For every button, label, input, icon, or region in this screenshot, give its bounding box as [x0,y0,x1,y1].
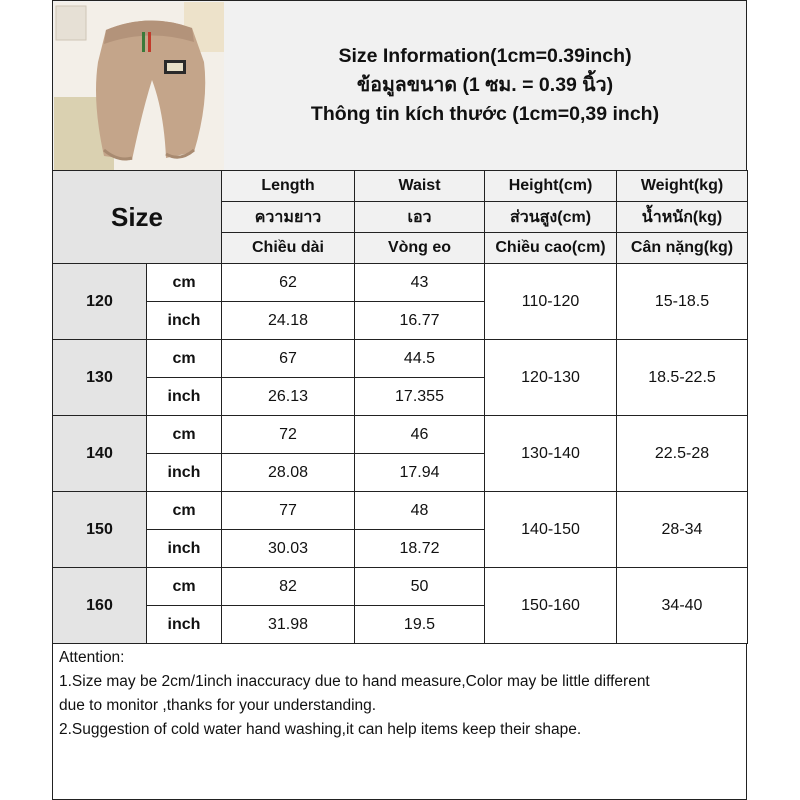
column-header: Height(cm) [485,171,617,202]
waist-cm: 50 [355,568,485,606]
attention-notes [52,644,747,800]
waist-cm: 44.5 [355,340,485,378]
unit-label: inch [147,530,222,568]
header-row-english [53,171,748,202]
size-header: Size [53,171,222,264]
height-range: 120-130 [485,340,617,416]
column-header: ส่วนสูง(cm) [485,202,617,233]
length-inch: 24.18 [222,302,355,340]
waist-inch: 19.5 [355,606,485,644]
table-row [53,568,748,606]
size-value: 140 [53,416,147,492]
height-range: 150-160 [485,568,617,644]
waist-cm: 43 [355,264,485,302]
title-vietnamese: Thông tin kích thước (1cm=0,39 inch) [310,103,660,125]
column-header: น้ำหนัก(kg) [617,202,748,233]
column-header: เอว [355,202,485,233]
column-header: ความยาว [222,202,355,233]
unit-label: cm [147,340,222,378]
note-line: due to monitor ,thanks for your understanding. [59,697,377,714]
size-chart-header [52,0,747,171]
unit-label: cm [147,264,222,302]
table-row [53,340,748,378]
unit-label: inch [147,302,222,340]
column-header: Chiều dài [222,233,355,264]
waist-inch: 17.355 [355,378,485,416]
pants-illustration [54,2,224,170]
height-range: 130-140 [485,416,617,492]
unit-label: inch [147,378,222,416]
size-table [52,170,748,644]
waist-inch: 16.77 [355,302,485,340]
weight-range: 28-34 [617,492,748,568]
length-cm: 72 [222,416,355,454]
note-line: 1.Size may be 2cm/1inch inaccuracy due to hand measure,Color may be little different [59,673,650,690]
weight-range: 22.5-28 [617,416,748,492]
size-value: 130 [53,340,147,416]
length-inch: 26.13 [222,378,355,416]
unit-label: cm [147,416,222,454]
unit-label: cm [147,568,222,606]
length-cm: 77 [222,492,355,530]
size-value: 150 [53,492,147,568]
height-range: 140-150 [485,492,617,568]
column-header: Chiều cao(cm) [485,233,617,264]
column-header: Waist [355,171,485,202]
table-row [53,264,748,302]
length-inch: 31.98 [222,606,355,644]
column-header: Cân nặng(kg) [617,233,748,264]
height-range: 110-120 [485,264,617,340]
table-row [53,492,748,530]
title-thai: ข้อมูลขนาด (1 ซม. = 0.39 นิ้ว) [356,74,614,96]
length-inch: 28.08 [222,454,355,492]
size-info-titles [224,1,746,170]
unit-label: inch [147,606,222,644]
unit-label: cm [147,492,222,530]
size-value: 120 [53,264,147,340]
column-header: Weight(kg) [617,171,748,202]
length-cm: 67 [222,340,355,378]
waist-inch: 18.72 [355,530,485,568]
table-row [53,416,748,454]
waist-cm: 48 [355,492,485,530]
length-cm: 62 [222,264,355,302]
weight-range: 18.5-22.5 [617,340,748,416]
weight-range: 34-40 [617,568,748,644]
notes-title: Attention: [59,649,125,666]
length-cm: 82 [222,568,355,606]
weight-range: 15-18.5 [617,264,748,340]
column-header: Length [222,171,355,202]
waist-cm: 46 [355,416,485,454]
length-inch: 30.03 [222,530,355,568]
size-chart [52,0,747,800]
unit-label: inch [147,454,222,492]
size-value: 160 [53,568,147,644]
column-header: Vòng eo [355,233,485,264]
note-line: 2.Suggestion of cold water hand washing,it can help items keep their shape. [59,721,582,738]
waist-inch: 17.94 [355,454,485,492]
title-english: Size Information(1cm=0.39inch) [338,45,632,67]
product-photo [54,2,224,170]
